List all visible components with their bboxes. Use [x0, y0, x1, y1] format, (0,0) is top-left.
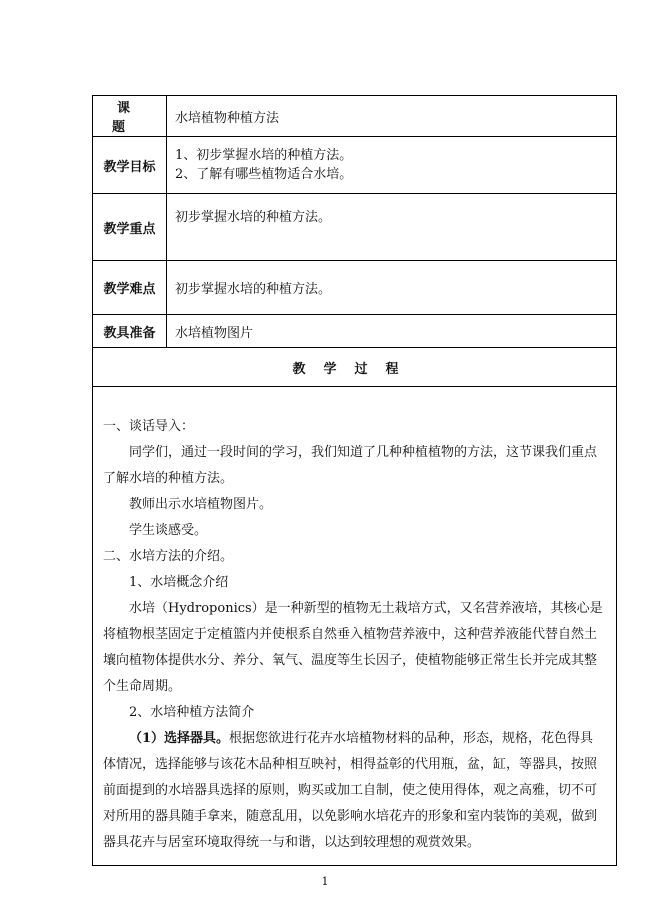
row-process-header: [93, 348, 617, 387]
row-key-point: [93, 194, 617, 261]
goal-cell: [167, 137, 617, 194]
paragraph-text: 根据您欲进行花卉水培植物材料的品种，形态，规格，花色得具体情况，选择能够与该花木品种相互映衬，相得益彰的代用瓶，盆，缸，等器具，按照前面提到的水培器具选择的原则，购买或加工自制，使之使用得体，观之高雅，切不可对所用的器具随手拿来，随意乱用，以免影响水培花卉的形象和室内装饰的美观，做到器具花卉与居室环境取得统一与和谐，以达到较理想的观赏效果。: [103, 731, 598, 850]
tools-value: 水培植物图片: [167, 315, 617, 348]
page-number: 1: [321, 875, 329, 888]
paragraph: 同学们，通过一段时间的学习，我们知道了几种种植植物的方法，这节课我们重点了解水培的种植方法。: [103, 445, 598, 486]
row-tools: [93, 315, 617, 348]
process-body-cell: [93, 387, 617, 866]
difficulty-value: 初步掌握水培的种植方法。: [167, 261, 617, 315]
title-label-cell: [93, 96, 167, 137]
difficulty-label: 教学难点: [93, 261, 167, 315]
paragraph: 学生谈感受。: [129, 523, 208, 538]
section-heading: 二、水培方法的介绍。: [103, 549, 234, 564]
lesson-plan-table: [92, 95, 617, 866]
process-body: [93, 396, 616, 856]
goal-item: 2、了解有哪些植物适合水培。: [175, 167, 353, 182]
paragraph-lead: （1）选择器具。: [129, 731, 230, 746]
key-value: 初步掌握水培的种植方法。: [167, 194, 617, 261]
title-label: 课题: [111, 101, 152, 135]
subsection-heading: 2、水培种植方法简介: [129, 705, 255, 720]
paragraph: 教师出示水培植物图片。: [129, 497, 273, 512]
key-label: 教学重点: [93, 194, 167, 261]
row-difficulty: [93, 261, 617, 315]
row-title: [93, 96, 617, 137]
row-process-body: [93, 387, 617, 866]
tools-label: 教具准备: [93, 315, 167, 348]
section-heading: 一、谈话导入：: [103, 419, 195, 434]
process-header: 教学过程: [93, 348, 617, 387]
paragraph: [103, 726, 606, 856]
lesson-title: 水培植物种植方法: [167, 96, 617, 137]
goal-label: 教学目标: [93, 137, 167, 194]
goal-item: 1、初步掌握水培的种植方法。: [175, 148, 353, 163]
row-goals: [93, 137, 617, 194]
paragraph: 水培（Hydroponics）是一种新型的植物无土栽培方式，又名营养液培，其核心是将植物根茎固定于定植篮内并使根系自然垂入植物营养液中，这种营养液能代替自然土壤向植物体提供水分、养分、氧气、温度等生长因子，使植物能够正常生长并完成其整个生命周期。: [103, 601, 603, 694]
subsection-heading: 1、水培概念介绍: [129, 575, 229, 590]
